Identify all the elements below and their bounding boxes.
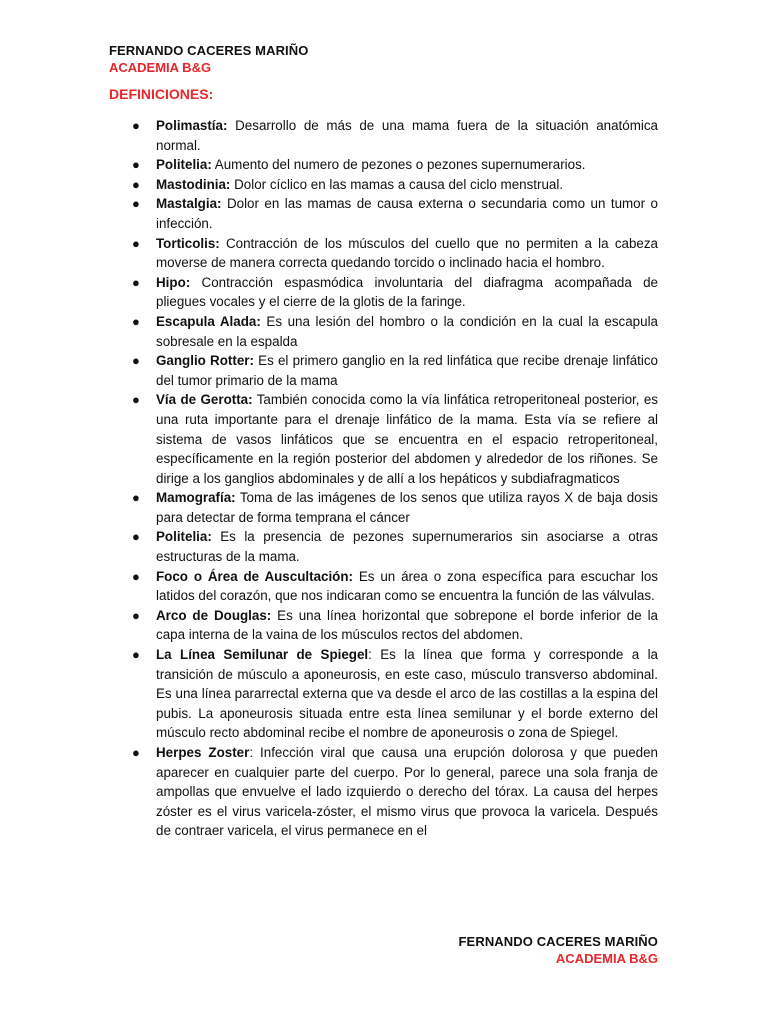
bullet-icon: ● xyxy=(132,607,140,623)
definition-item xyxy=(130,351,658,390)
definition-text: Es un área o zona específica para escuchar los latidos del corazón, que nos indicaran como se encuentra la función de las válvulas. xyxy=(156,568,658,604)
bullet-icon: ● xyxy=(132,157,140,173)
bullet-icon: ● xyxy=(132,118,140,133)
definition-term: Politelia: xyxy=(156,157,212,173)
definition-text: Es la presencia de pezones supernumerarios sin asociarse a otras estructuras de la mama. xyxy=(156,529,658,565)
bullet-icon: ● xyxy=(132,490,140,506)
definition-text: Aumento del numero de pezones o pezones supernumerarios. xyxy=(211,157,586,173)
definition-item xyxy=(130,390,658,488)
bullet-icon: ● xyxy=(132,745,140,760)
page-footer xyxy=(459,933,658,967)
definition-item xyxy=(130,527,658,566)
bullet-icon: ● xyxy=(132,529,140,545)
definition-item xyxy=(130,194,658,233)
definition-text: Contracción de los músculos del cuello que no permiten a la cabeza moverse de manera correcta quedando torcido o inclinado hacia el hombro. xyxy=(156,235,658,271)
bullet-icon: ● xyxy=(132,647,140,663)
definition-term: Escapula Alada: xyxy=(156,313,261,329)
definition-term: Hipo: xyxy=(156,274,191,290)
bullet-icon: ● xyxy=(132,392,140,408)
section-title: DEFINICIONES: xyxy=(109,86,214,102)
definition-text: Dolor en las mamas de causa externa o secundaria como un tumor o infección. xyxy=(156,196,658,231)
definition-term: Ganglio Rotter: xyxy=(156,353,254,369)
footer-author: FERNANDO CACERES MARIÑO xyxy=(458,934,658,949)
bullet-icon: ● xyxy=(132,353,140,369)
bullet-icon: ● xyxy=(132,235,140,251)
definition-item xyxy=(130,606,658,645)
definition-item xyxy=(130,567,658,606)
definition-text: Es el primero ganglio en la red linfática que recibe drenaje linfático del tumor primario de la mama xyxy=(156,353,658,388)
definition-item xyxy=(130,645,658,743)
definition-item xyxy=(130,312,658,351)
definition-term: La Línea Semilunar de Spiegel xyxy=(156,647,369,663)
definition-item xyxy=(130,234,658,273)
definition-item xyxy=(130,175,658,195)
page-header xyxy=(109,42,308,76)
definition-term: Herpes Zoster xyxy=(156,745,250,760)
definition-term: Torticolis: xyxy=(156,235,220,251)
definition-term: Mastalgia: xyxy=(156,196,222,212)
definition-term: Politelia: xyxy=(156,529,212,545)
definition-term: Vía de Gerotta: xyxy=(156,392,253,408)
header-academy: ACADEMIA B&G xyxy=(109,60,212,75)
definition-term: Foco o Área de Auscultación: xyxy=(156,568,353,584)
definition-item xyxy=(130,273,658,312)
bullet-icon: ● xyxy=(132,196,140,212)
bullet-icon: ● xyxy=(132,568,140,584)
definition-text: Contracción espasmódica involuntaria del diafragma acompañada de pliegues vocales y el cierre de la glotis de la faringe. xyxy=(156,274,658,310)
definition-item xyxy=(130,743,658,841)
definition-term: Mastodinia: xyxy=(156,176,231,192)
definition-text: : Infección viral que causa una erupción dolorosa y que pueden aparecer en cualquier parte del cuerpo. Por lo general, parece una sola franja de ampollas que envuelve el lado izquierdo o derecho del tórax. La causa del herpes zóster es el virus varicela-zóster, el mismo virus que provoca la varicela. Después de contraer varicela, el virus permanece en el xyxy=(156,745,658,839)
definition-item xyxy=(130,488,658,527)
definitions-list xyxy=(130,116,658,841)
bullet-icon: ● xyxy=(132,176,140,192)
definition-text: Dolor cíclico en las mamas a causa del ciclo menstrual. xyxy=(230,176,564,192)
definition-text: : Es la línea que forma y corresponde a la transición de músculo a aponeurosis, en este caso, músculo transverso abdominal. Es una línea pararrectal externa que va desde el arco de las costillas a la espina del pubis. La aponeurosis situada entre esta línea semilunar y el borde externo del músculo recto abdominal recibe el nombre de aponeurosis o zona de Spiegel. xyxy=(156,647,658,741)
definition-text: Toma de las imágenes de los senos que utiliza rayos X de baja dosis para detectar de forma temprana el cáncer xyxy=(156,490,658,525)
bullet-icon: ● xyxy=(132,313,140,329)
definition-term: Mamografía: xyxy=(156,490,236,506)
definition-text: Es una línea horizontal que sobrepone el borde inferior de la capa interna de la vaina de los músculos rectos del abdomen. xyxy=(156,607,658,643)
definition-text: Es una lesión del hombro o la condición en la cual la escapula sobresale en la espalda xyxy=(156,313,658,349)
footer-academy: ACADEMIA B&G xyxy=(555,951,658,966)
definition-item xyxy=(130,116,658,155)
definition-text: Desarrollo de más de una mama fuera de la situación anatómica normal. xyxy=(156,118,658,153)
bullet-icon: ● xyxy=(132,274,140,290)
definition-text: También conocida como la vía linfática retroperitoneal posterior, es una ruta importante para el drenaje linfático de la mama. Esta vía se refiere al sistema de vasos linfáticos que se encuentra en el espacio retroperitoneal, específicamente en la región posterior del abdomen y alrededor de los riñones. Se dirige a los ganglios abdominales y de allí a los hepáticos y subdiafragmaticos xyxy=(156,392,658,486)
definition-term: Polimastía: xyxy=(156,118,228,133)
header-author: FERNANDO CACERES MARIÑO xyxy=(109,43,309,58)
definition-term: Arco de Douglas: xyxy=(156,607,272,623)
definition-item xyxy=(130,155,658,175)
